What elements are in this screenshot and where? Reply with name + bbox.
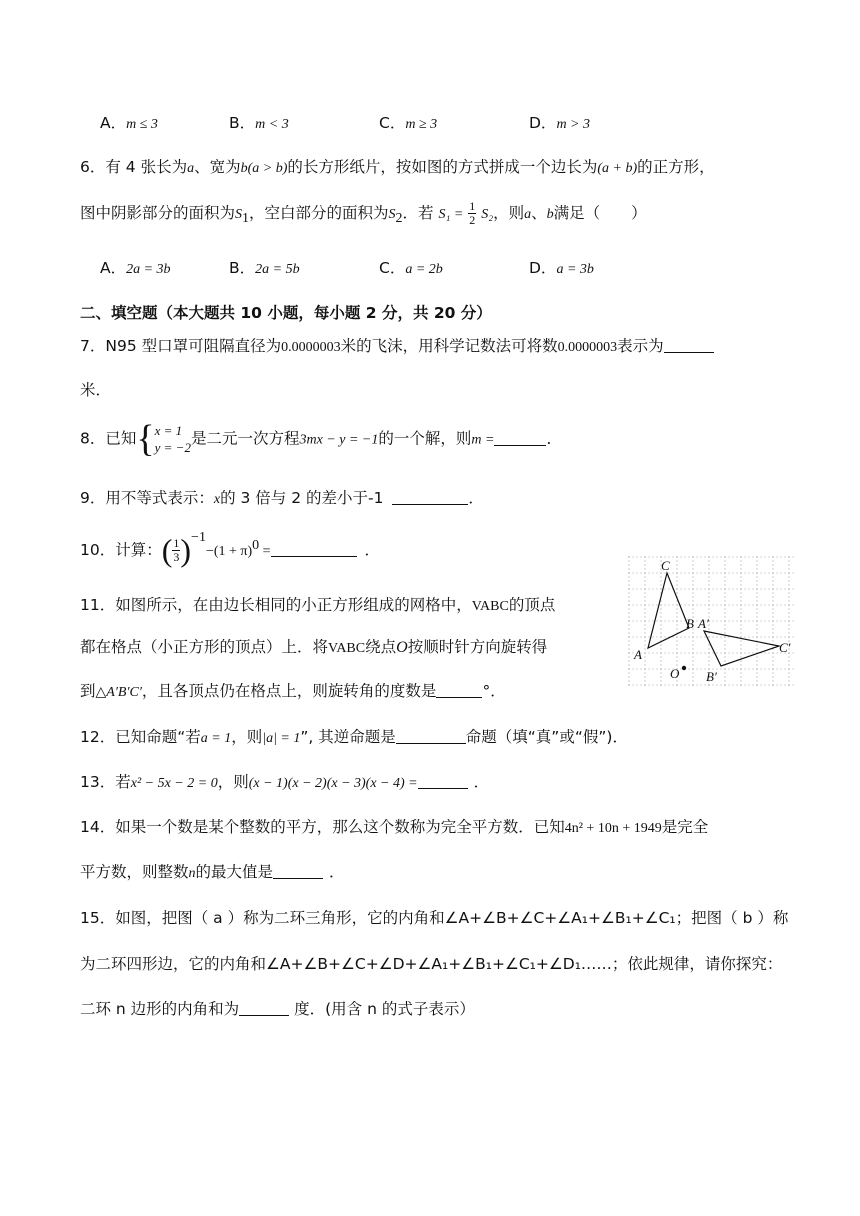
- q15-line-3: 二环 n 边形的内角和为 度．(用含 n 的式子表示）: [80, 1000, 475, 1018]
- q14-line-2: 平方数，则整数n的最大值是 ．: [80, 863, 345, 881]
- q10-line: 10．计算：( $\frac{1}{3}$ )$^{-1}-(1 + \pi)^0$ = ．: [80, 530, 381, 568]
- label-c: C: [661, 558, 670, 573]
- q15-answer-blank[interactable]: [239, 1001, 289, 1016]
- q12-line: 12．已知命题“若a = 1，则|a| = 1”, 其逆命题是 命题（填“真”或“假”)．: [80, 728, 628, 746]
- q9-line: 9．用不等式表示：x的 3 倍与 2 的差小于-1 ．: [80, 489, 484, 507]
- rotation-center-point: [682, 666, 686, 670]
- q5-option-c: C．m ≥ 3: [379, 114, 438, 132]
- triangle-a1b1c1: [704, 631, 779, 666]
- label-b: B: [686, 616, 694, 631]
- fraction-one-half: $\frac{1}{2}$: [469, 199, 476, 227]
- q12-answer-blank[interactable]: [396, 729, 466, 744]
- q11-line-2: 都在格点（小正方形的顶点）上．将VABC绕点O按顺时针方向旋转得: [80, 638, 548, 656]
- q14-answer-blank[interactable]: [273, 864, 323, 879]
- q5-option-b: B．m < 3: [229, 114, 289, 132]
- q6-option-c: C．a = 2b: [379, 259, 443, 277]
- q15-line-1: 15．如图，把图（ a ）称为二环三角形，它的内角和∠A+∠B+∠C+∠A₁+∠B₁+∠C₁；把图（ b ）称: [80, 909, 789, 927]
- q10-answer-blank[interactable]: [271, 542, 357, 557]
- q6-option-d: D．a = 3b: [529, 259, 594, 277]
- q7-line-1: 7．N95 型口罩可阻隔直径为0.0000003米的飞沫，用科学记数法可将数0.0000003表示为: [80, 334, 714, 356]
- q14-line-1: 14．如果一个数是某个整数的平方，那么这个数称为完全平方数．已知4n² + 10n + 1949是完全: [80, 818, 709, 836]
- equation-system: x = 1 y = −2: [154, 423, 191, 455]
- q5-option-a: A．m ≤ 3: [100, 114, 158, 132]
- q6-line-2: 图中阴影部分的面积为$S_1$，空白部分的面积为$S_2$．若 S₁ = $\frac{1}{2}$ S₂，则a、b满足（ ）: [80, 199, 647, 227]
- q11-line-3: 到△A′B′C′，且各顶点仍在格点上，则旋转角的度数是 °．: [80, 682, 506, 700]
- rotation-grid-figure: [628, 556, 796, 686]
- label-a-prime: A′: [698, 616, 709, 631]
- label-o: O: [670, 666, 680, 681]
- system-brace: {: [136, 418, 155, 460]
- q6-option-b: B．2a = 5b: [229, 259, 300, 277]
- q8-line: 8．已知{ x = 1 y = −2 是二元一次方程3mx − y = −1的一个解，则m = ．: [80, 418, 562, 460]
- q7-answer-blank[interactable]: [664, 338, 714, 353]
- q7-line-2: 米．: [80, 381, 112, 399]
- label-b-prime: B′: [706, 669, 717, 684]
- q11-answer-blank[interactable]: [436, 683, 482, 698]
- q15-line-2: 为二环四形边，它的内角和∠A+∠B+∠C+∠D+∠A₁+∠B₁+∠C₁+∠D₁……；依此规律，请你探究：: [80, 955, 783, 973]
- label-a: A: [634, 647, 642, 662]
- q13-answer-blank[interactable]: [418, 774, 468, 789]
- q9-answer-blank[interactable]: [392, 490, 468, 505]
- q8-answer-blank[interactable]: [494, 431, 546, 446]
- section-2-heading: 二、填空题（本大题共 10 小题，每小题 2 分，共 20 分）: [80, 304, 492, 322]
- q6-line-1: 6．有 4 张长为a、宽为b(a > b)的长方形纸片，按如图的方式拼成一个边长为(a + b)的正方形，: [80, 158, 715, 176]
- label-c-prime: C′: [779, 640, 791, 655]
- q6-option-a: A．2a = 3b: [100, 259, 171, 277]
- q5-option-d: D．m > 3: [529, 114, 590, 132]
- q13-line: 13．若x² − 5x − 2 = 0，则(x − 1)(x − 2)(x − 3)(x − 4) = ．: [80, 773, 490, 791]
- q11-line-1: 11．如图所示，在由边长相同的小正方形组成的网格中，VABC的顶点: [80, 596, 556, 614]
